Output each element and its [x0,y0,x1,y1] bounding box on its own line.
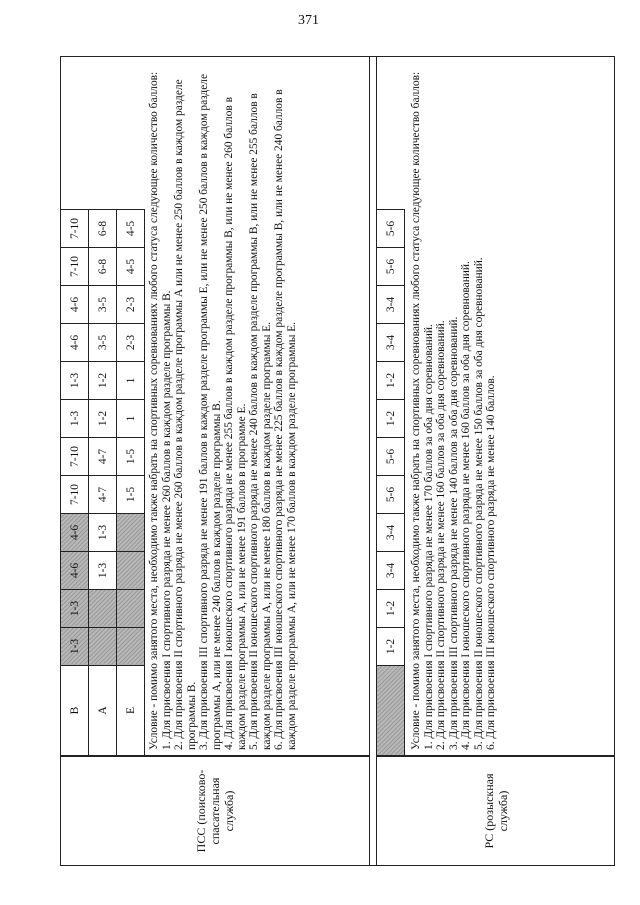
pss-grid-row [117,210,145,756]
grid-cell: 3-5 [89,324,117,362]
grid-cell: 1 [117,362,145,400]
grid-cell: 1-3 [61,362,89,400]
rs-condition-item: 1. Для присвоения I спортивного разряда не менее 170 баллов за оба дня соревнований. [422,324,435,750]
grid-cell: 7-10 [61,248,89,286]
grid-cell: 1 [117,400,145,438]
page-number: 371 [298,13,319,28]
grid-cell: 6-8 [89,210,117,248]
grid-cell [117,628,145,666]
grid-cell [117,514,145,552]
pss-condition-item: 6. Для присвоения III юношеского спортивного разряда не менее 225 баллов в каждом разделе программы В, или не менее 240 баллов в каждом разделе программы А, или не менее 170 баллов в каждом разделе программы Е. [273,89,298,750]
grid-cell: 4-5 [117,210,145,248]
grid-cell: 3-5 [89,286,117,324]
rs-condition-item: 2. Для присвоения II спортивного разряда не менее 160 баллов за оба дня соревнований. [435,320,447,750]
grid-cell: 3-4 [377,514,405,552]
grid-cell: 4-6 [61,552,89,590]
rs-condition-title: Условие - помимо занятого места, необходимо также набрать на спортивных соревнованиях любого статуса следующее количество баллов: [410,71,422,750]
program-label: В [61,666,89,756]
grid-cell [117,552,145,590]
pss-condition-item: 4. Для присвоения I юношеского спортивного разряда не менее 255 баллов в каждом разделе программы В, или не менее 260 баллов в каждом разделе программы А, или не менее 191 баллов в программе Е. [223,96,248,750]
rs-conditions [408,58,613,754]
grid-cell: 1-2 [89,362,117,400]
grid-cell [89,628,117,666]
grid-cell: 4-6 [61,324,89,362]
grid-cell: 1-3 [61,400,89,438]
pss-condition-item: 5. Для присвоения II юношеского спортивного разряда не менее 240 баллов в каждом разделе программы В, или не менее 255 баллов в каждом разделе программы А, или не менее 180 баллов в каждом разделе программы Е. [248,93,273,750]
rs-condition-item: 3. Для присвоения III спортивного разряда не менее 140 баллов за оба дня соревнований. [447,316,460,750]
rs-condition-item: 6. Для присвоения III юношеского спортивного разряда не менее 140 баллов. [485,375,497,750]
rs-grid-row [377,210,405,756]
grid-cell: 7-10 [61,476,89,514]
grid-cell: 1-2 [377,400,405,438]
grid-cell: 4-6 [61,514,89,552]
rs-label-cell [376,756,615,866]
grid-cell [117,590,145,628]
pss-condition-title: Условие - помимо занятого места, необходимо также набрать на спортивных соревнованиях любого статуса следующее количество баллов: [148,71,160,750]
program-label: А [89,666,117,756]
grid-cell: 3-4 [377,324,405,362]
grid-cell: 3-4 [377,286,405,324]
rotated-table-sheet [60,26,615,866]
pss-label-cell [60,756,370,866]
grid-cell: 2-3 [117,286,145,324]
grid-cell: 5-6 [377,248,405,286]
pss-conditions [146,58,368,754]
pss-grid-row [89,210,117,756]
grid-cell: 4-6 [61,286,89,324]
rs-condition-item: 4. Для присвоения I юношеского спортивного разряда не менее 160 баллов за оба дня соревнований. [460,261,472,750]
grid-cell: 1-5 [117,438,145,476]
grid-cell: 4-5 [117,248,145,286]
rs-label: РС (розыскная служба) [481,773,510,849]
grid-cell [89,590,117,628]
grid-cell: 1-3 [89,514,117,552]
pss-label: ПСС (поисково-спасательная служба) [194,769,236,853]
pss-grid-row [61,210,89,756]
rs-condition-item: 5. Для присвоения II юношеского спортивного разряда не менее 150 баллов за оба дня соревнований. [472,257,485,750]
grid-cell: 7-10 [61,210,89,248]
grid-cell: 7-10 [61,438,89,476]
grid-cell: 3-4 [377,552,405,590]
rs-shaded-cell [377,666,405,756]
grid-cell: 1-2 [377,590,405,628]
grid-cell: 4-7 [89,476,117,514]
grid-cell: 1-3 [89,552,117,590]
grid-cell: 4-7 [89,438,117,476]
pss-condition-item: 1. Для присвоения I спортивного разряда не менее 260 баллов в каждом разделе программы В. [160,290,173,750]
program-label: Е [117,666,145,756]
pss-condition-item: 3. Для присвоения III спортивного разряда не менее 191 баллов в каждом разделе программы Е, или не менее 250 баллов в каждом разделе программы А, или не менее 240 баллов в каждом разделе программы В. [198,73,223,750]
pss-condition-item: 2. Для присвоения II спортивного разряда не менее 260 баллов в каждом разделе программы А или не менее 250 баллов в каждом разделе программы В. [173,79,198,750]
grid-cell: 2-3 [117,324,145,362]
grid-cell: 1-2 [377,362,405,400]
grid-cell: 6-8 [89,248,117,286]
grid-cell: 1-2 [377,628,405,666]
grid-cell: 5-6 [377,476,405,514]
grid-cell: 5-6 [377,210,405,248]
grid-cell: 1-3 [61,590,89,628]
grid-cell: 1-5 [117,476,145,514]
grid-cell: 1-3 [61,628,89,666]
pss-score-grid [60,209,145,756]
rs-score-grid [376,209,405,756]
grid-cell: 5-6 [377,438,405,476]
grid-cell: 1-2 [89,400,117,438]
